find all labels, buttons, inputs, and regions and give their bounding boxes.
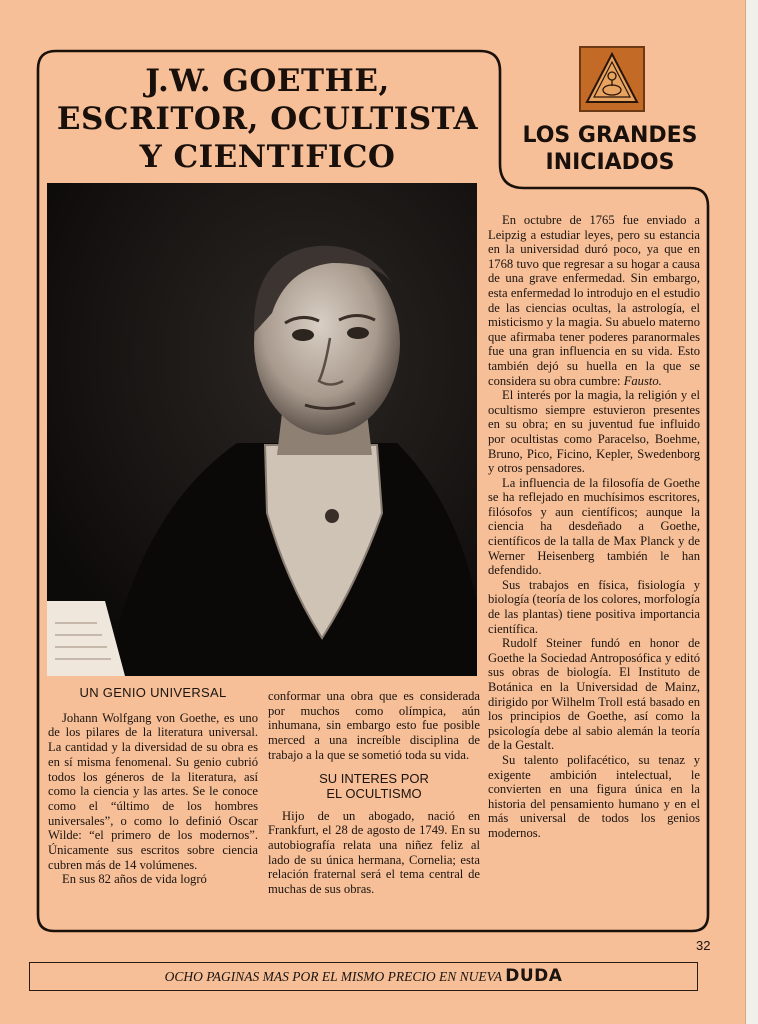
series-title — [500, 122, 720, 176]
footer-banner — [29, 962, 698, 991]
section-heading — [268, 771, 480, 801]
footer-text: OCHO PAGINAS MAS POR EL MISMO PRECIO EN NUEVA — [164, 969, 502, 984]
heading-line: EL OCULTISMO — [326, 785, 422, 801]
paragraph: conformar una obra que es considerada por muchos como olímpica, aún inhumana, sin embargo esto fue posible merced a una increíble disciplina de trabajo a la que se sometió toda su vida. — [268, 689, 480, 762]
paragraph: Rudolf Steiner fundó en honor de Goethe la Sociedad Antroposófica y editó sus obras de biología. El Instituto de Botánica en la Universidad de Mainz, dirigido por Wilhelm Troll está basado en los principios de Goethe, así como la psicología debe al sabio alemán la teoría de la Gestalt. — [488, 636, 700, 753]
triangle-emblem-icon — [579, 46, 645, 112]
article-title — [50, 62, 485, 176]
series-line: INICIADOS — [545, 150, 675, 175]
paragraph: En sus 82 años de vida logró — [62, 872, 207, 887]
page-edge — [745, 0, 758, 1024]
right-column — [488, 213, 700, 841]
title-line: Y CIENTIFICO — [139, 139, 396, 175]
goethe-portrait — [47, 183, 477, 676]
paragraph: El interés por la magia, la religión y el ocultismo siempre estuvieron presentes en su obra; en su juventud fue influido por ocultistas como Paracelso, Boehme, Bruno, Pico, Ficino, Kepler, Swedenborg y otros pensadores. — [488, 388, 700, 476]
paragraph-text: En octubre de 1765 fue enviado a Leipzig a estudiar leyes, pero su estancia en la universidad duró poco, ya que en 1768 tuvo que regresar a su hogar a causa de una grave enfermedad. Sin embargo, esta enfermedad lo introdujo en el estudio de las ciencias ocultas, la astrología, el misticismo y la magia. Su abuelo materno que afirmaba tener poderes paranormales fue una gran influencia en su vida. Esto también dejó su huella en la que se considera su obra cumbre: — [488, 213, 700, 388]
paragraph: Hijo de un abogado, nació en Frankfurt, el 28 de agosto de 1749. En su autobiografía relata una niñez feliz al lado de su única hermana, Cornelia; esta relación fraternal será el tema central de muchas de sus obras. — [268, 808, 480, 897]
page-number: 32 — [696, 938, 711, 953]
heading-line: SU INTERES POR — [319, 770, 429, 786]
footer-brand: DUDA — [505, 966, 563, 986]
left-column — [48, 686, 258, 887]
paragraph: Su talento polifacético, su tenaz y exigente ambición intelectual, le convierten en una figura única en la historia del pensamiento humano y en el más universal de todos los genios modernos. — [488, 752, 700, 840]
middle-column — [268, 689, 480, 897]
paragraph — [488, 213, 700, 388]
title-line: J.W. GOETHE, — [145, 63, 390, 99]
title-line: ESCRITOR, OCULTISTA — [56, 101, 479, 137]
paragraph: La influencia de la filosofía de Goethe se ha reflejado en muchísimos escritores, filósofos y aun científicos; aunque la ciencia ha desdeñado a Goethe, científicos de la talla de Max Planck y de Werner Heisenberg también le han defendido. — [488, 475, 700, 578]
series-line: LOS GRANDES — [522, 123, 698, 148]
paragraph: Johann Wolfgang von Goethe, es uno de los pilares de la literatura universal. La cantidad y la diversidad de su obra es en sí misma fenomenal. Su genio cubrió todos los géneros de la literatura, así como la ciencia y las artes. Se le conoce como el “último de los hombres universales”, o como lo definió Oscar Wilde: “el primero de los modernos”. Únicamente sus escritos sobre ciencia cubren más de 14 volúmenes. — [48, 710, 258, 872]
section-heading: UN GENIO UNIVERSAL — [79, 685, 227, 700]
paragraph: Sus trabajos en física, fisiología y biología (teoría de los colores, morfología de las plantas) tiene positiva importancia científica. — [488, 577, 700, 636]
book-title: Fausto. — [623, 373, 662, 388]
